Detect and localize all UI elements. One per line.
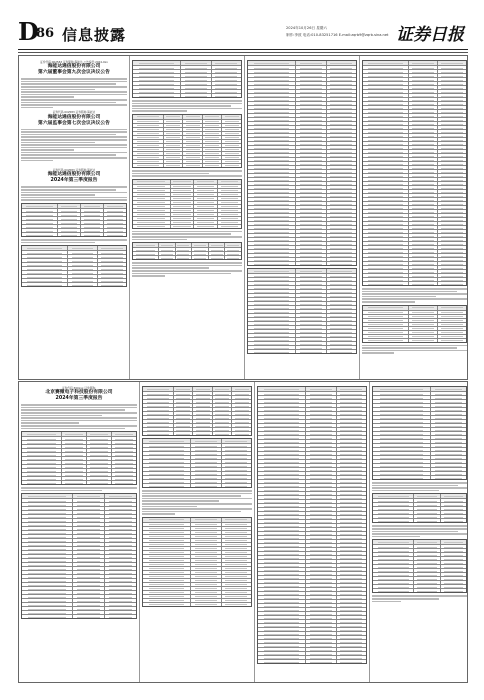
column-3 (244, 56, 359, 379)
page-letter: D (18, 17, 39, 46)
masthead (18, 18, 468, 48)
notice-title: 2024年第三季度报告 (55, 396, 103, 402)
notice-body (372, 595, 467, 602)
newspaper-logo: 证券日报 (396, 25, 464, 45)
data-table (362, 60, 467, 286)
notice-body (132, 231, 242, 240)
data-table (142, 386, 252, 436)
bottom-advertisement-band (18, 381, 468, 683)
notice-body (142, 490, 252, 515)
data-table (132, 179, 242, 229)
header-rule (18, 49, 468, 50)
data-table (132, 242, 242, 260)
data-table (21, 431, 137, 485)
notice-company: 海能达通信股份有限公司 (47, 172, 101, 178)
data-table (132, 114, 242, 168)
section-title: 信息披露 (62, 26, 127, 44)
data-table (142, 438, 252, 488)
notice-body (362, 345, 467, 354)
notice-body (21, 186, 127, 201)
header-rule-thin (18, 52, 468, 53)
data-table (372, 493, 467, 523)
data-table (142, 517, 252, 607)
notice-body (362, 288, 467, 303)
data-table (247, 268, 357, 354)
notice-title: 第六届监事会第七次会议决议公告 (38, 120, 110, 126)
date-line: 2024年10月26日 星期六 (286, 26, 327, 30)
notice-body (21, 78, 127, 108)
notice-code: 证券代码:002583 证券简称:海能达 (52, 110, 96, 115)
column-2 (139, 382, 254, 682)
column-4 (359, 56, 469, 379)
column-3 (254, 382, 369, 682)
data-table (372, 386, 467, 480)
notice-body (21, 129, 127, 162)
data-table (21, 493, 137, 619)
top-advertisement-band (18, 55, 468, 380)
page-number: 86 (36, 26, 55, 41)
data-table (247, 60, 357, 266)
notice-header (21, 111, 127, 126)
notice-company: 海能达通信股份有限公司 (47, 64, 101, 70)
notice-body (21, 487, 137, 491)
column-1 (19, 56, 129, 379)
data-table (257, 386, 367, 664)
data-table (132, 60, 242, 98)
notice-body (372, 482, 467, 491)
notice-body (132, 170, 242, 177)
notice-header (21, 61, 127, 76)
data-table (21, 245, 127, 287)
notice-code: 证券代码:002583 证券简称:海能达 公告编号:2024-0xx (40, 60, 108, 64)
notice-title: 2024年第三季度报告 (50, 178, 98, 184)
data-table (362, 305, 467, 343)
editor-line: 制作:李波 电话:010-83251716 E-mail:zqrb9@zqrb.sina.net (286, 33, 389, 37)
notice-code: 证券代码:002583 证券简称:海能达 (52, 168, 96, 173)
notice-header (21, 387, 137, 402)
column-2 (129, 56, 244, 379)
column-1 (19, 382, 139, 682)
notice-body (372, 525, 467, 537)
notice-title: 第六届董事会第九次会议决议公告 (38, 70, 110, 76)
column-4 (369, 382, 469, 682)
notice-body (132, 262, 242, 277)
notice-code: 证券代码:300xxx 证券简称: (61, 386, 97, 390)
notice-body (21, 404, 137, 429)
data-table (21, 203, 127, 237)
notice-body (21, 239, 127, 243)
notice-company: 北京赛微电子科技股份有限公司 (45, 390, 113, 396)
notice-body (132, 100, 242, 112)
notice-header (21, 169, 127, 184)
notice-company: 海能达通信股份有限公司 (47, 114, 101, 120)
data-table (372, 539, 467, 593)
